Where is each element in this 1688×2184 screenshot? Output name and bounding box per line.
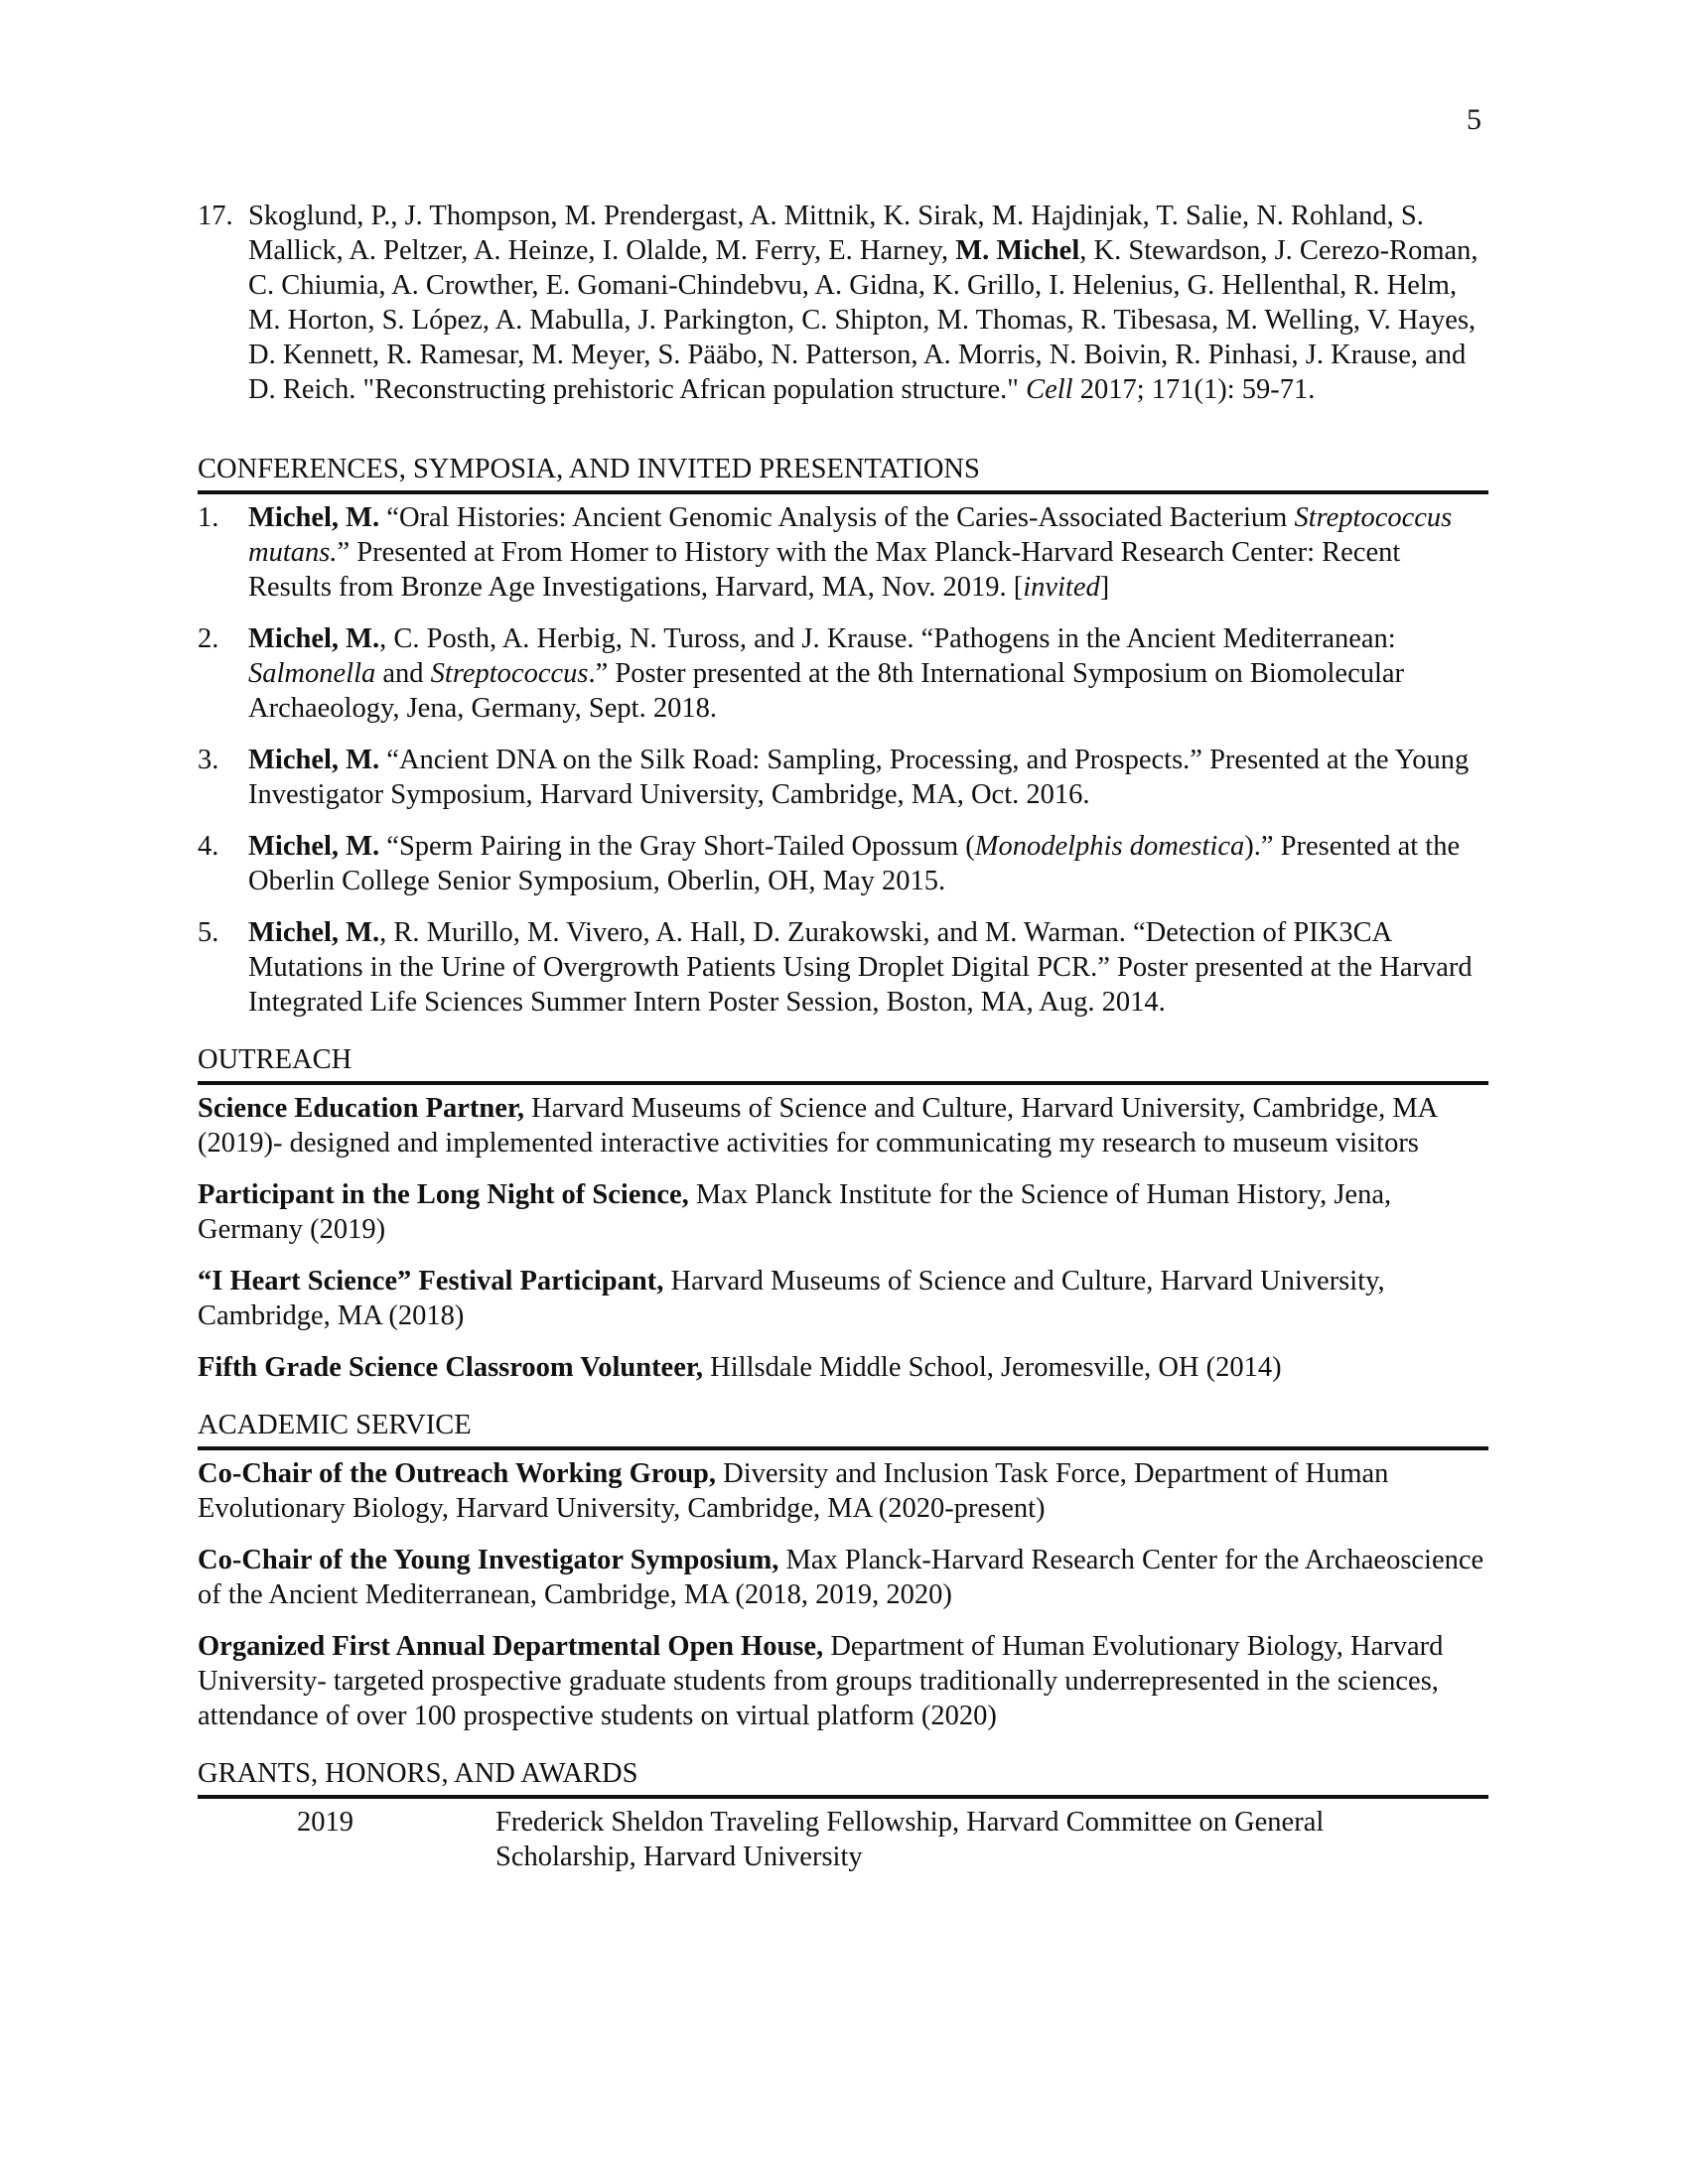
outreach-list <box>198 1085 1488 1385</box>
publication-journal: Cell <box>1026 374 1073 405</box>
conference-item <box>198 915 1488 1020</box>
item-italic: invited <box>1023 572 1100 603</box>
item-number: 3. <box>198 745 219 775</box>
item-italic: Monodelphis domestica <box>974 831 1245 862</box>
grants-section <box>198 1757 1488 1874</box>
conferences-section <box>198 453 1488 1020</box>
service-entry <box>198 1456 1488 1526</box>
outreach-entry <box>198 1177 1488 1247</box>
item-text: .” Poster presented at the 8th International Symposium on Biomolecular Archaeology, Jena, Germany, Sept. 2018. <box>248 658 1405 724</box>
service-list <box>198 1450 1488 1733</box>
conference-item <box>198 621 1488 726</box>
service-entry <box>198 1543 1488 1612</box>
entry-text: Department of Human Evolutionary Biology, Harvard University- targeted prospective graduate students from groups traditionally underrepresented in the sciences, attendance of over 100 prospective students on virtual platform (2020) <box>198 1631 1444 1731</box>
item-text: and <box>375 658 431 689</box>
grants-list <box>198 1799 1488 1874</box>
conference-item <box>198 743 1488 812</box>
item-text: ] <box>1099 572 1110 603</box>
entry-title: Co-Chair of the Young Investigator Symposium, <box>198 1545 779 1575</box>
item-italic: Streptococcus mutans. <box>248 502 1453 568</box>
entry-title: Participant in the Long Night of Science, <box>198 1179 689 1210</box>
entry-title: “I Heart Science” Festival Participant, <box>198 1266 664 1297</box>
item-text: “Ancient DNA on the Silk Road: Sampling, Processing, and Prospects.” Presented at the Young Investigator Symposium, Harvard University, Cambridge, MA, Oct. 2016. <box>248 745 1470 810</box>
conference-item <box>198 500 1488 605</box>
section-heading-outreach: OUTREACH <box>198 1043 1488 1085</box>
publication-number: 17. <box>198 201 233 231</box>
item-number: 4. <box>198 831 219 862</box>
award-row <box>198 1805 1488 1874</box>
service-entry <box>198 1629 1488 1733</box>
entry-text: Harvard Museums of Science and Culture, Harvard University, Cambridge, MA (2018) <box>198 1266 1385 1331</box>
outreach-section <box>198 1043 1488 1385</box>
item-number: 1. <box>198 502 219 533</box>
publication-list <box>198 199 1488 407</box>
entry-text: Max Planck-Harvard Research Center for the Archaeoscience of the Ancient Mediterranean, Cambridge, MA (2018, 2019, 2020) <box>198 1545 1484 1610</box>
page-number: 5 <box>1467 103 1481 136</box>
service-section <box>198 1409 1488 1733</box>
award-year: 2019 <box>297 1807 353 1838</box>
highlight-author: M. Michel <box>955 235 1080 266</box>
outreach-entry <box>198 1091 1488 1160</box>
item-italic: Salmonella <box>248 658 376 689</box>
item-italic: Streptococcus <box>430 658 589 689</box>
outreach-entry <box>198 1264 1488 1333</box>
entry-text: Hillsdale Middle School, Jeromesville, OH (2014) <box>703 1352 1282 1383</box>
item-text: , C. Posth, A. Herbig, N. Tuross, and J. Krause. “Pathogens in the Ancient Mediterranean: <box>379 623 1396 654</box>
item-text: “Oral Histories: Ancient Genomic Analysis of the Caries-Associated Bacterium <box>379 502 1295 533</box>
entry-text: Harvard Museums of Science and Culture, Harvard University, Cambridge, MA (2019)- designed and implemented interactive activities for communicating my research to museum visitors <box>198 1093 1437 1159</box>
item-text: ).” Presented at the Oberlin College Senior Symposium, Oberlin, OH, May 2015. <box>248 831 1461 896</box>
publication-item <box>198 199 1488 407</box>
section-heading-grants: GRANTS, HONORS, AND AWARDS <box>198 1757 1488 1799</box>
author-name: Michel, M. <box>248 623 380 654</box>
section-heading-service: ACADEMIC SERVICE <box>198 1409 1488 1450</box>
author-name: Michel, M. <box>248 745 380 775</box>
publication-authors-before: Skoglund, P., J. Thompson, M. Prendergast, A. Mittnik, K. Sirak, M. Hajdinjak, T. Salie, N. Rohland, S. Mallick, A. Peltzer, A. Heinze, I. Olalde, M. Ferry, E. Harney, <box>248 201 1424 266</box>
item-text: , R. Murillo, M. Vivero, A. Hall, D. Zurakowski, and M. Warman. “Detection of PIK3CA Mutations in the Urine of Overgrowth Patients Using Droplet Digital PCR.” Poster presented at the Harvard Integrated Life Sciences Summer Intern Poster Session, Boston, MA, Aug. 2014. <box>248 917 1473 1018</box>
entry-text: Max Planck Institute for the Science of Human History, Jena, Germany (2019) <box>198 1179 1392 1245</box>
entry-title: Fifth Grade Science Classroom Volunteer, <box>198 1352 704 1383</box>
page-content <box>198 199 1488 1898</box>
item-text: “Sperm Pairing in the Gray Short-Tailed Opossum ( <box>379 831 975 862</box>
item-number: 2. <box>198 623 219 654</box>
author-name: Michel, M. <box>248 831 380 862</box>
entry-title: Organized First Annual Departmental Open House, <box>198 1631 824 1662</box>
publication-authors-after: , K. Stewardson, J. Cerezo-Roman, C. Chiumia, A. Crowther, E. Gomani-Chindebvu, A. Gidna, K. Grillo, I. Helenius, G. Hellenthal, R. Helm, M. Horton, S. López, A. Mabulla, J. Parkington, C. Shipton, M. Thomas, R. Tibesasa, M. Welling, V. Hayes, D. Kennett, R. Ramesar, M. Meyer, S. Pääbo, N. Patterson, A. Morris, N. Boivin, R. Pinhasi, J. Krause, and D. Reich. "Reconstructing prehistoric African population structure." <box>248 235 1478 405</box>
section-heading-conferences: CONFERENCES, SYMPOSIA, AND INVITED PRESENTATIONS <box>198 453 1488 494</box>
conference-item <box>198 829 1488 898</box>
award-text: Frederick Sheldon Traveling Fellowship, Harvard Committee on General Scholarship, Harvard University <box>495 1807 1325 1872</box>
conference-list <box>198 494 1488 1020</box>
entry-title: Co-Chair of the Outreach Working Group, <box>198 1458 717 1489</box>
author-name: Michel, M. <box>248 917 380 948</box>
entry-title: Science Education Partner, <box>198 1093 525 1124</box>
item-text: ” Presented at From Homer to History with the Max Planck-Harvard Research Center: Recent Results from Bronze Age Investigations, Harvard, MA, Nov. 2019. [ <box>248 537 1401 603</box>
author-name: Michel, M. <box>248 502 380 533</box>
outreach-entry <box>198 1350 1488 1385</box>
publication-citation: 2017; 171(1): 59-71. <box>1072 374 1316 405</box>
entry-text: Diversity and Inclusion Task Force, Department of Human Evolutionary Biology, Harvard University, Cambridge, MA (2020-present) <box>198 1458 1389 1524</box>
item-number: 5. <box>198 917 219 948</box>
